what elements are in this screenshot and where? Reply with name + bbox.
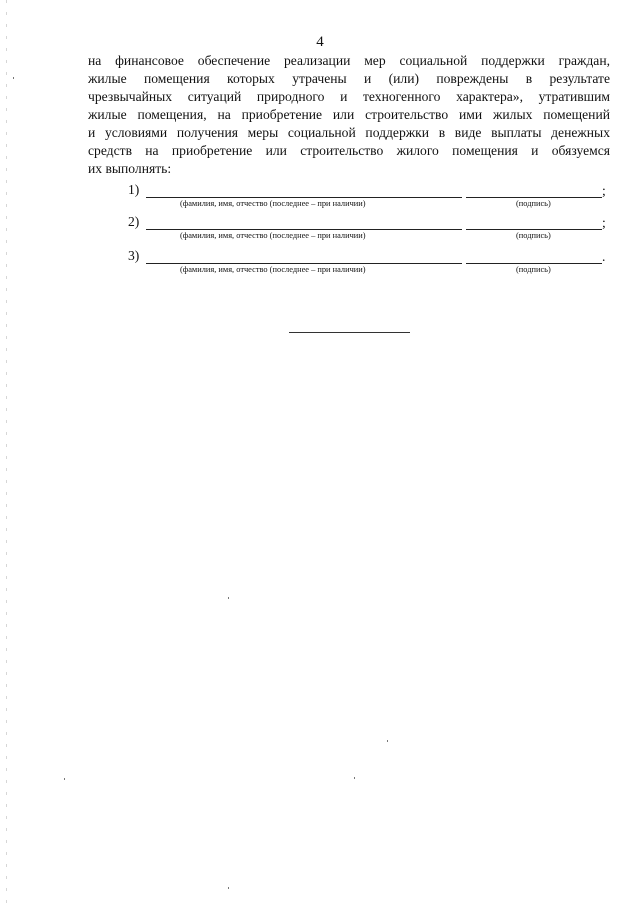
paragraph-line: жилые помещения которых утрачены и (или) повреждены в результате (88, 71, 610, 86)
name-field-line (146, 229, 462, 230)
signature-caption: (подпись) (516, 265, 551, 274)
signature-caption: (подпись) (516, 199, 551, 208)
signature-field-line (466, 229, 602, 230)
signature-number: 3) (128, 248, 140, 263)
signature-terminator: . (602, 249, 606, 264)
signature-field-line (466, 197, 602, 198)
scan-speck (228, 887, 229, 889)
signature-field-line (466, 263, 602, 264)
paragraph-line: чрезвычайных ситуаций природного и техногенного характера», утратившим (88, 89, 610, 104)
body-paragraph (88, 52, 610, 178)
scan-speck (228, 597, 229, 599)
paragraph-line: на финансовое обеспечение реализации мер социальной поддержки граждан, (88, 53, 610, 68)
signature-caption: (подпись) (516, 231, 551, 240)
name-field-line (146, 197, 462, 198)
signature-terminator: ; (602, 183, 606, 198)
signature-row-3 (128, 248, 610, 288)
name-caption: (фамилия, имя, отчество (последнее – при наличии) (180, 199, 366, 208)
scan-speck (387, 740, 388, 742)
paragraph-line: средств на приобретение или строительство жилого помещения и обязуемся (88, 143, 610, 158)
scan-edge-artifact (6, 0, 7, 905)
closing-divider (289, 332, 410, 333)
name-caption: (фамилия, имя, отчество (последнее – при наличии) (180, 231, 366, 240)
page-number: 4 (316, 34, 324, 50)
signature-number: 1) (128, 182, 140, 197)
signature-number: 2) (128, 214, 140, 229)
name-caption: (фамилия, имя, отчество (последнее – при наличии) (180, 265, 366, 274)
scan-speck (354, 777, 355, 779)
signature-terminator: ; (602, 215, 606, 230)
paragraph-line: их выполнять: (88, 161, 172, 176)
scan-speck (64, 778, 65, 780)
paragraph-line: и условиями получения меры социальной поддержки в виде выплаты денежных (88, 125, 610, 140)
paragraph-line: жилые помещения, на приобретение или строительство ими жилых помещений (88, 107, 610, 122)
scan-speck (13, 77, 14, 79)
name-field-line (146, 263, 462, 264)
